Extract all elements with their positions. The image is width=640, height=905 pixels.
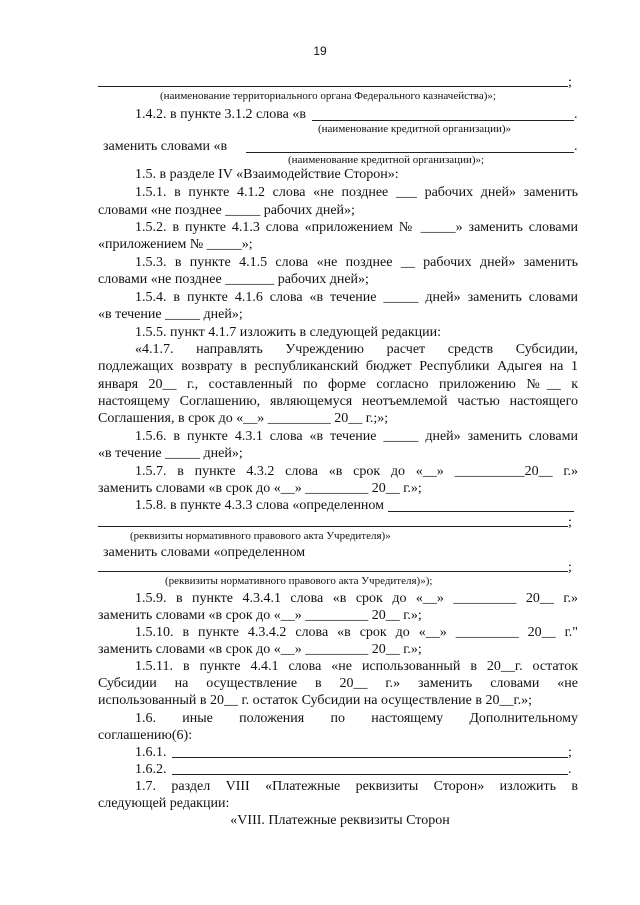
text-line: словами «не позднее _______ рабочих дней»; bbox=[98, 272, 369, 287]
section-heading: «VIII. Платежные реквизиты Сторон bbox=[230, 813, 450, 828]
blank-line bbox=[172, 774, 568, 775]
text-line: заменить словами «в bbox=[103, 139, 228, 154]
text-line: «в течение _____ дней»; bbox=[98, 446, 243, 461]
text-line: «4.1.7. направлять Учреждению расчет средств Субсидии, bbox=[135, 342, 578, 357]
text-line: использованный в 20__ г. остаток Субсидии на осуществление в 20__г.»; bbox=[98, 693, 533, 708]
text-line: Соглашения, в срок до «__» _________ 20__ г.;»; bbox=[98, 411, 389, 426]
text-line: ; bbox=[568, 75, 572, 90]
caption: (наименование территориального органа Федерального казначейства)»; bbox=[160, 90, 496, 102]
text-line: 1.7. раздел VIII «Платежные реквизиты Сторон» изложить в bbox=[135, 779, 578, 794]
blank-line bbox=[246, 152, 574, 153]
text-line: Субсидии на осуществление в 20__ г.» заменить словами «не bbox=[98, 676, 578, 691]
text-line: 1.5.1. в пункте 4.1.2 слова «не позднее ___ рабочих дней» заменить bbox=[135, 185, 578, 200]
text-line: заменить словами «определенном bbox=[103, 545, 306, 560]
blank-line bbox=[312, 120, 574, 121]
text-line: ; bbox=[568, 560, 572, 575]
text-line: 1.5.8. в пункте 4.3.3 слова «определенном bbox=[135, 498, 385, 513]
text-line: ; bbox=[568, 515, 572, 530]
text-line: заменить словами «в срок до «__» _________ 20__ г.»; bbox=[98, 642, 422, 657]
text-line: января 20__ г., составленный по форме согласно приложению №__ к bbox=[98, 377, 578, 392]
caption: (реквизиты нормативного правового акта Учредителя)»); bbox=[165, 575, 433, 587]
blank-line bbox=[98, 571, 568, 572]
text-line: 1.6.1. bbox=[135, 745, 167, 760]
text-line: 1.5.9. в пункте 4.3.4.1 слова «в срок до «__» _________ 20__ г.» bbox=[135, 591, 578, 606]
text-line: . bbox=[568, 762, 572, 777]
text-line: 1.5.5. пункт 4.1.7 изложить в следующей редакции: bbox=[135, 325, 441, 340]
text-line: 1.6.2. bbox=[135, 762, 167, 777]
text-line: 1.5.11. в пункте 4.4.1 слова «не использованный в 20__г. остаток bbox=[135, 659, 578, 674]
caption: (реквизиты нормативного правового акта Учредителя)» bbox=[130, 530, 391, 542]
text-line: 1.5.10. в пункте 4.3.4.2 слова «в срок до «__» _________ 20__ г." bbox=[135, 625, 578, 640]
text-line: . bbox=[574, 139, 578, 154]
blank-line bbox=[172, 757, 568, 758]
text-line: заменить словами «в срок до «__» _________ 20__ г.»; bbox=[98, 608, 422, 623]
text-line: 1.5. в разделе IV «Взаимодействие Сторон»: bbox=[135, 167, 399, 182]
blank-line bbox=[98, 526, 568, 527]
text-line: «в течение _____ дней»; bbox=[98, 307, 243, 322]
text-line: подлежащих возврату в республиканский бюджет Республики Адыгея на 1 bbox=[98, 359, 578, 374]
text-line: 1.5.7. в пункте 4.3.2 слова «в срок до «__» __________20__ г.» bbox=[135, 464, 578, 479]
text-line: заменить словами «в срок до «__» _________ 20__ г.»; bbox=[98, 481, 422, 496]
text-line: 1.4.2. в пункте 3.1.2 слова «в bbox=[135, 107, 306, 122]
caption: (наименование кредитной организации)»; bbox=[288, 154, 485, 166]
text-line: 1.5.2. в пункте 4.1.3 слова «приложением № _____» заменить словами bbox=[135, 220, 578, 235]
text-line: ; bbox=[568, 745, 572, 760]
text-line: 1.5.6. в пункте 4.3.1 слова «в течение _____ дней» заменить словами bbox=[135, 429, 578, 444]
text-line: «приложением № _____»; bbox=[98, 237, 253, 252]
text-line: словами «не позднее _____ рабочих дней»; bbox=[98, 203, 355, 218]
text-line: 1.6. иные положения по настоящему Дополнительному bbox=[135, 711, 578, 726]
text-line: настоящему Соглашению, являющемуся неотъемлемой частью настоящего bbox=[98, 394, 578, 409]
caption: (наименование кредитной организации)» bbox=[318, 123, 511, 135]
text-line: 1.5.4. в пункте 4.1.6 слова «в течение _____ дней» заменить словами bbox=[135, 290, 578, 305]
text-line: соглашению(6): bbox=[98, 728, 193, 743]
text-line: следующей редакции: bbox=[98, 796, 230, 811]
text-line: 1.5.3. в пункте 4.1.5 слова «не позднее __ рабочих дней» заменить bbox=[135, 255, 578, 270]
blank-line bbox=[388, 511, 574, 512]
text-line: . bbox=[574, 107, 578, 122]
blank-line bbox=[98, 86, 568, 87]
page-number: 19 bbox=[313, 44, 327, 58]
